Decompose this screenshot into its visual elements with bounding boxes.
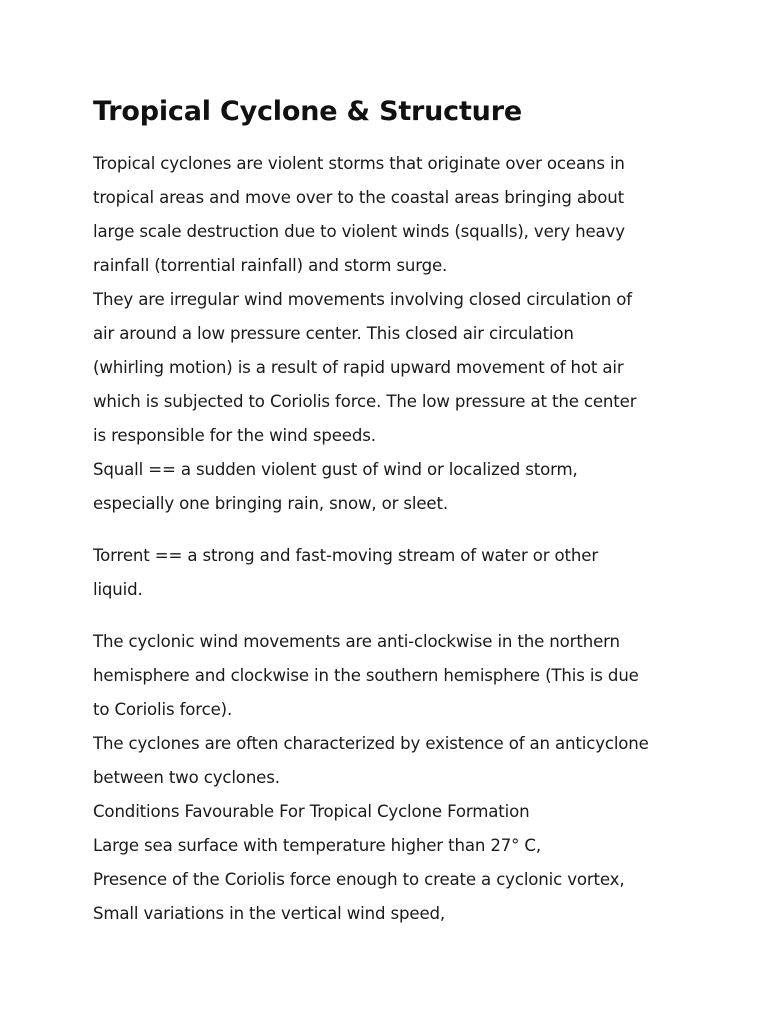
text-line: (whirling motion) is a result of rapid upward movement of hot air [93,358,624,377]
text-line: which is subjected to Coriolis force. The low pressure at the center [93,392,637,411]
condition-coriolis-force [93,863,693,897]
paragraph-intro [93,147,693,283]
text-line: liquid. [93,580,143,599]
paragraph-spacer [93,607,693,625]
paragraph-torrent-definition [93,539,693,607]
condition-wind-speed [93,897,693,931]
text-line: tropical areas and move over to the coastal areas bringing about [93,188,624,207]
text-line: Presence of the Coriolis force enough to create a cyclonic vortex, [93,870,625,889]
text-line: They are irregular wind movements involving closed circulation of [93,290,632,309]
text-line: Conditions Favourable For Tropical Cyclone Formation [93,802,530,821]
paragraph-wind-direction [93,625,693,727]
text-line: Torrent == a strong and fast-moving stream of water or other [93,546,598,565]
section-heading-conditions [93,795,693,829]
condition-sea-temperature [93,829,693,863]
document-title: Tropical Cyclone & Structure [93,96,522,127]
text-line: especially one bringing rain, snow, or sleet. [93,494,448,513]
paragraph-anticyclone [93,727,693,795]
text-line: rainfall (torrential rainfall) and storm surge. [93,256,448,275]
text-line: Small variations in the vertical wind speed, [93,904,446,923]
text-line: is responsible for the wind speeds. [93,426,376,445]
text-line: Tropical cyclones are violent storms that originate over oceans in [93,154,625,173]
text-line: The cyclonic wind movements are anti-clockwise in the northern [93,632,620,651]
paragraph-circulation [93,283,693,453]
paragraph-squall-definition [93,453,693,521]
text-line: air around a low pressure center. This closed air circulation [93,324,574,343]
text-line: to Coriolis force). [93,700,233,719]
document-page [93,92,693,931]
text-line: The cyclones are often characterized by existence of an anticyclone [93,734,649,753]
text-line: between two cyclones. [93,768,280,787]
text-line: hemisphere and clockwise in the southern hemisphere (This is due [93,666,639,685]
text-line: Squall == a sudden violent gust of wind or localized storm, [93,460,578,479]
text-line: large scale destruction due to violent winds (squalls), very heavy [93,222,625,241]
paragraph-spacer [93,521,693,539]
text-line: Large sea surface with temperature higher than 27° C, [93,836,541,855]
